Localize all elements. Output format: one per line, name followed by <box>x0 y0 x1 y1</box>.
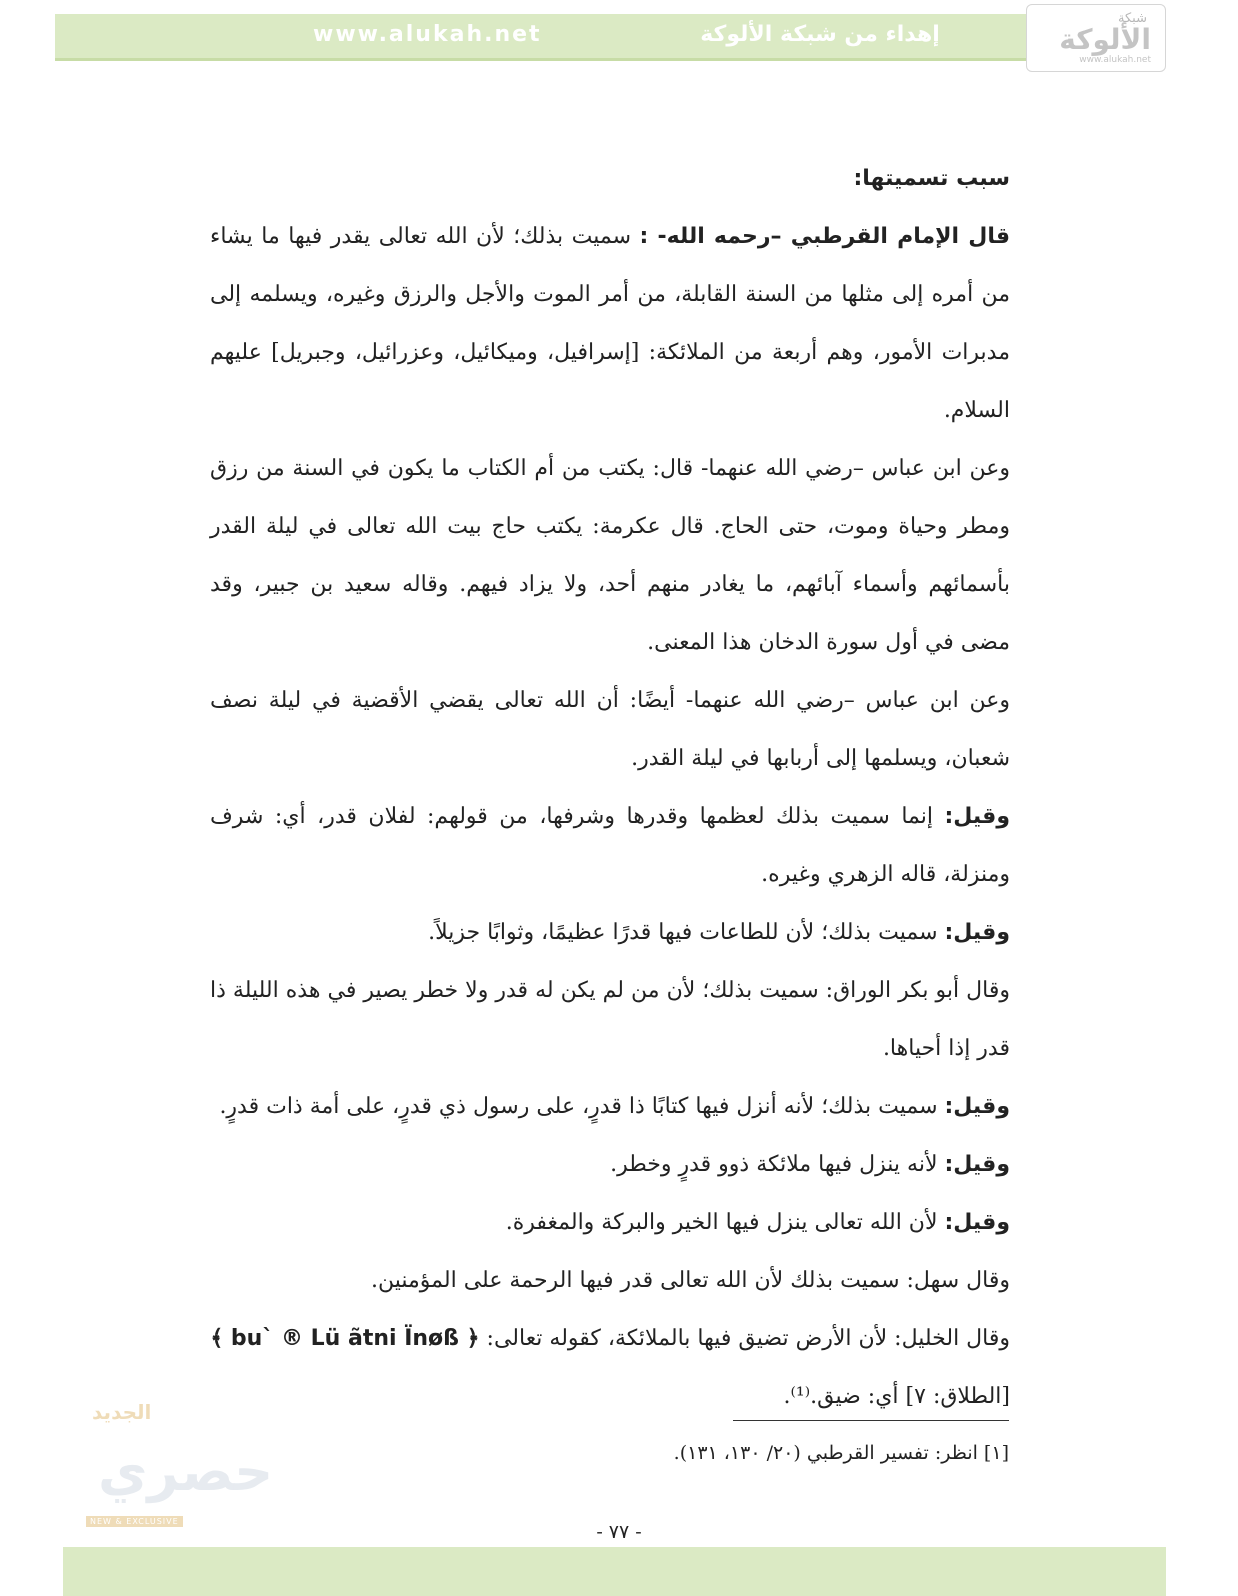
paragraph-text: سميت بذلك؛ لأن للطاعات فيها قدرًا عظيمًا، وثوابًا جزيلاً. <box>428 920 945 945</box>
header-gift-text: إهداء من شبكة الألوكة <box>700 22 940 47</box>
page-number: - ٧٧ - <box>596 1521 642 1543</box>
paragraph <box>210 788 1010 904</box>
paragraph <box>210 1310 1010 1368</box>
bold-lead: وقيل: <box>944 920 1010 945</box>
paragraph <box>210 208 1010 440</box>
footer-bar <box>63 1547 1166 1596</box>
header-bar <box>55 11 1166 65</box>
watermark-new-text: الجديد <box>92 1400 152 1424</box>
paragraph <box>210 1194 1010 1252</box>
bold-lead: وقيل: <box>944 1210 1010 1235</box>
paragraph: وقال سهل: سميت بذلك لأن الله تعالى قدر فيها الرحمة على المؤمنين. <box>371 1268 1010 1293</box>
paragraph-text: لأن الله تعالى ينزل فيها الخير والبركة والمغفرة. <box>505 1210 945 1235</box>
paragraph <box>210 1136 1010 1194</box>
watermark-exclusive-text: حصري <box>98 1440 274 1503</box>
paragraph: وعن ابن عباس –رضي الله عنهما- قال: يكتب من أم الكتاب ما يكون في السنة من رزق ومطر وحياة وموت، حتى الحاج. قال عكرمة: يكتب حاج بيت الله تعالى في ليلة القدر بأسمائهم وأسماء آبائهم، ما يغادر منهم أحد، ولا يزاد فيهم. وقاله سعيد بن جبير، وقد مضى في أول سورة الدخان هذا المعنى. <box>210 456 1010 655</box>
paragraph-text: لأنه ينزل فيها ملائكة ذوو قدرٍ وخطر. <box>610 1152 945 1177</box>
paragraph: وعن ابن عباس –رضي الله عنهما- أيضًا: أن الله تعالى يقضي الأقضية في ليلة نصف شعبان، ويسلمها إلى أربابها في ليلة القدر. <box>210 688 1010 771</box>
header-url: www.alukah.net <box>313 22 542 47</box>
page-body <box>210 150 1010 1426</box>
paragraph-text: سميت بذلك؛ لأن الله تعالى يقدر فيها ما يشاء من أمره إلى مثلها من السنة القابلة، من أمر الموت والأجل والرزق وغيره، ويسلمه إلى مدبرات الأمور، وهم أربعة من الملائكة: [إسرافيل، وميكائيل، وعزرائيل، وجبريل] عليهم السلام. <box>210 224 1010 423</box>
paragraph-text: وقال الخليل: لأن الأرض تضيق فيها بالملائكة، كقوله تعالى: <box>479 1326 1010 1351</box>
paragraph: وقال أبو بكر الوراق: سميت بذلك؛ لأن من لم يكن له قدر ولا خطر يصير في هذه الليلة ذا قدر إذا أحياها. <box>210 978 1010 1061</box>
watermark-english-text: NEW & EXCLUSIVE <box>86 1516 183 1527</box>
bold-lead: وقيل: <box>944 804 1010 829</box>
logo-main-text: الألوكة <box>1059 23 1151 56</box>
section-heading: سبب تسميتها: <box>853 166 1010 191</box>
bold-lead: وقيل: <box>944 1094 1010 1119</box>
paragraph-text: سميت بذلك؛ لأنه أنزل فيها كتابًا ذا قدرٍ، على رسول ذي قدرٍ، على أمة ذات قدرٍ. <box>219 1094 945 1119</box>
footnote: [١] انظر: تفسير القرطبي (٢٠/ ١٣٠، ١٣١). <box>673 1442 1009 1464</box>
paragraph <box>210 904 1010 962</box>
paragraph: [الطلاق: ٧] أي: ضيق.⁽¹⁾. <box>783 1384 1010 1409</box>
quran-verse-glyphs: ﴿ bu` ® Lü ãtni Ïnøß ﴾ <box>210 1326 480 1351</box>
bold-lead: وقيل: <box>944 1152 1010 1177</box>
bold-lead: قال الإمام القرطبي –رحمه الله- : <box>639 224 1010 249</box>
logo-url-text: www.alukah.net <box>1079 55 1151 65</box>
footnote-divider <box>733 1420 1009 1421</box>
logo-top-text: شبكة <box>1118 11 1147 26</box>
paragraph-text: إنما سميت بذلك لعظمها وقدرها وشرفها، من قولهم: لفلان قدر، أي: شرف ومنزلة، قاله الزهري وغيره. <box>210 804 1010 887</box>
new-exclusive-watermark <box>84 1400 274 1530</box>
alukah-logo <box>1026 4 1166 72</box>
paragraph <box>210 1078 1010 1136</box>
